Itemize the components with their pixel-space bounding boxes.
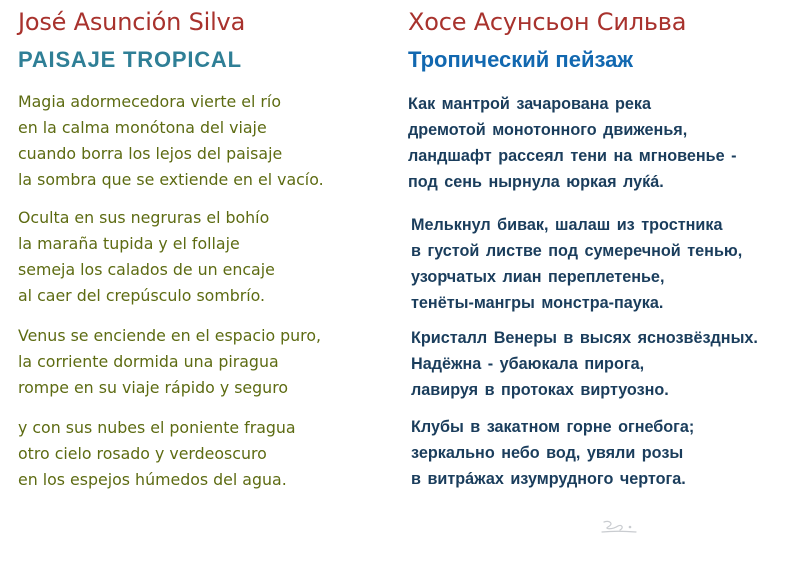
spanish-author: José Asunción Silva bbox=[18, 8, 246, 36]
poem-line: y con sus nubes el poniente fragua bbox=[18, 418, 296, 437]
poem-line: Oculta en sus negruras el bohío bbox=[18, 208, 270, 227]
poem-line: дремотой монотонного движенья, bbox=[408, 121, 688, 139]
poem-line: cuando borra los lejos del paisaje bbox=[18, 144, 283, 163]
russian-author: Хосе Асунсьон Сильва bbox=[408, 8, 687, 36]
spanish-stanza-3 bbox=[18, 323, 321, 401]
poem-line: la corriente dormida una piragua bbox=[18, 352, 279, 371]
russian-stanza-1 bbox=[408, 91, 737, 195]
poem-line: зеркально небо вод, увяли розы bbox=[411, 444, 684, 462]
poem-line: semeja los calados de un encaje bbox=[18, 260, 275, 279]
spanish-title: PAISAJE TROPICAL bbox=[18, 47, 242, 72]
poem-line: Venus se enciende en el espacio puro, bbox=[18, 326, 322, 345]
poem-line: en los espejos húmedos del agua. bbox=[18, 470, 287, 489]
poem-line: Кристалл Венеры в высях яснозвёздных. bbox=[411, 329, 758, 347]
russian-stanza-4 bbox=[411, 414, 694, 492]
russian-title: Тропический пейзаж bbox=[408, 47, 633, 72]
poem-line: rompe en su viaje rápido y seguro bbox=[18, 378, 289, 397]
spanish-stanza-4 bbox=[18, 415, 296, 493]
spanish-stanza-1 bbox=[18, 89, 324, 193]
poem-line: в густой листве под сумеречной тенью, bbox=[411, 242, 743, 260]
poem-line: тенёты-мангры монстра-паука. bbox=[411, 294, 664, 312]
poem-line: al caer del crepúsculo sombrío. bbox=[18, 286, 266, 305]
poem-line: la sombra que se extiende en el vacío. bbox=[18, 170, 324, 189]
poem-line: лавируя в протоках виртуозно. bbox=[411, 381, 669, 399]
poem-line: Клубы в закатном горне огнебога; bbox=[411, 418, 695, 436]
poem-line: la maraña tupida y el follaje bbox=[18, 234, 240, 253]
poem-line: Надёжна - убаюкала пирога, bbox=[411, 355, 645, 373]
russian-stanza-2 bbox=[411, 212, 742, 316]
poem-line: Magia adormecedora vierte el río bbox=[18, 92, 281, 111]
spanish-stanza-2 bbox=[18, 205, 275, 309]
signature-mark bbox=[598, 518, 640, 538]
poem-line: под сень нырнула юркая луќá. bbox=[408, 173, 664, 191]
poem-line: en la calma monótona del viaje bbox=[18, 118, 267, 137]
poem-line: в витрáжах изумрудного чертога. bbox=[411, 470, 686, 488]
poem-line: Мелькнул бивак, шалаш из тростника bbox=[411, 216, 723, 234]
poem-line: узорчатых лиан переплетенье, bbox=[411, 268, 665, 286]
poem-line: Как мантрой зачарована река bbox=[408, 95, 651, 113]
russian-stanza-3 bbox=[411, 325, 758, 403]
poem-line: ландшафт рассеял тени на мгновенье - bbox=[408, 147, 737, 165]
poem-line: otro cielo rosado y verdeoscuro bbox=[18, 444, 267, 463]
